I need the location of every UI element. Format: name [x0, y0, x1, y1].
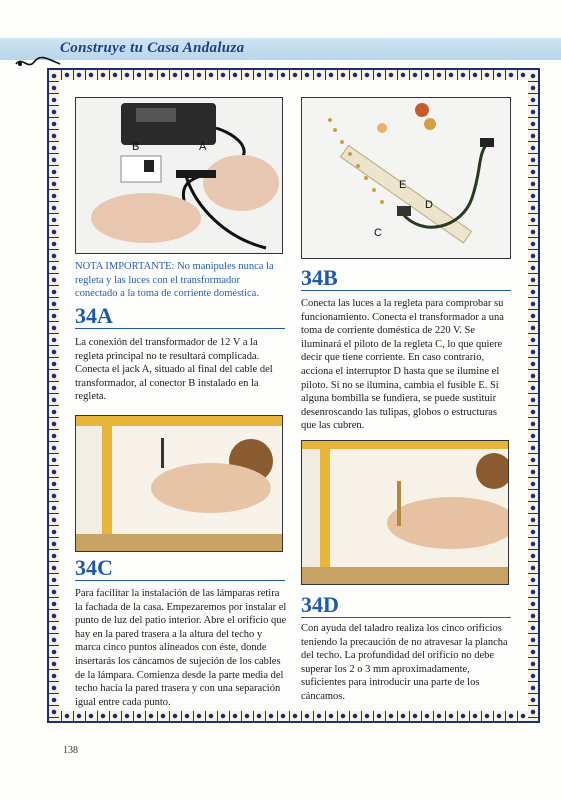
photo-power-strip-lights — [301, 97, 511, 259]
photo-drilling-holes — [301, 440, 509, 585]
section-rule — [75, 580, 285, 581]
section-text-34b: Conecta las luces a la regleta para comprobar su funcionamiento. Conecta el transformador a una toma de corriente doméstica de 220 V. Se iluminará el piloto de la regleta C, lo que quiere decir que tiene corriente. En caso contrario, acciona el interruptor D hasta que se ilumine el piloto. Si no se ilumina, cambia el fusible E. Si alguna bombilla se fundiera, se puede sustituir desenroscando las tulipas, globos o estructuras que las cubren. — [301, 298, 504, 432]
section-title-34b: 34B — [301, 265, 338, 290]
section-text-34a: La conexión del transformador de 12 V a la regleta principal no te resultará complicada. Conecta el jack A, situado al final del cable del transformador, al conector B instalado en la regleta. — [75, 337, 273, 403]
photo-label: A — [199, 141, 207, 153]
section-text-34d: Con ayuda del taladro realiza los cinco orificios teniendo la precaución de no atravesar la plancha del techo. La profundidad del orificio no debe superar los 2 o 3 mm aproximadamente, suficientes para introducir una parte de los cáncamos. — [301, 623, 508, 702]
page-header-title: Construye tu Casa Andaluza — [60, 40, 245, 56]
photo-label: D — [425, 199, 433, 211]
photo-transformer-connection — [75, 97, 283, 254]
tile-border-right — [528, 70, 538, 721]
tile-border-left — [49, 70, 59, 721]
tile-border-top — [49, 70, 538, 80]
photo-label: E — [399, 179, 407, 191]
section-text-34c: Para facilitar la instalación de las lámparas retira la fachada de la casa. Empezaremos por instalar el punto de luz del patio interior. Abre el orificio que hay en la pared trasera a la altura del techo y marca cinco puntos alineados con éste, donde insertarás los cáncamos de sujeción de los cables de la lámpara. Comienza desde la parte media del techo hacia la pared trasera y con una separación igual entre cada punto. — [75, 588, 287, 708]
section-title-34a: 34A — [75, 303, 113, 328]
section-title-34d: 34D — [301, 592, 339, 617]
section-rule — [301, 290, 511, 291]
section-rule — [301, 617, 511, 618]
page-number: 138 — [63, 745, 78, 756]
tile-border-bottom — [49, 711, 538, 721]
section-rule — [75, 328, 285, 329]
important-note: NOTA IMPORTANTE: No manipules nunca la regleta y las luces con el transformador conectado a la toma de corriente doméstica. — [75, 261, 274, 299]
section-title-34c: 34C — [75, 555, 113, 580]
photo-marking-holes — [75, 415, 283, 552]
photo-label: C — [374, 227, 382, 239]
photo-label: B — [132, 141, 140, 153]
